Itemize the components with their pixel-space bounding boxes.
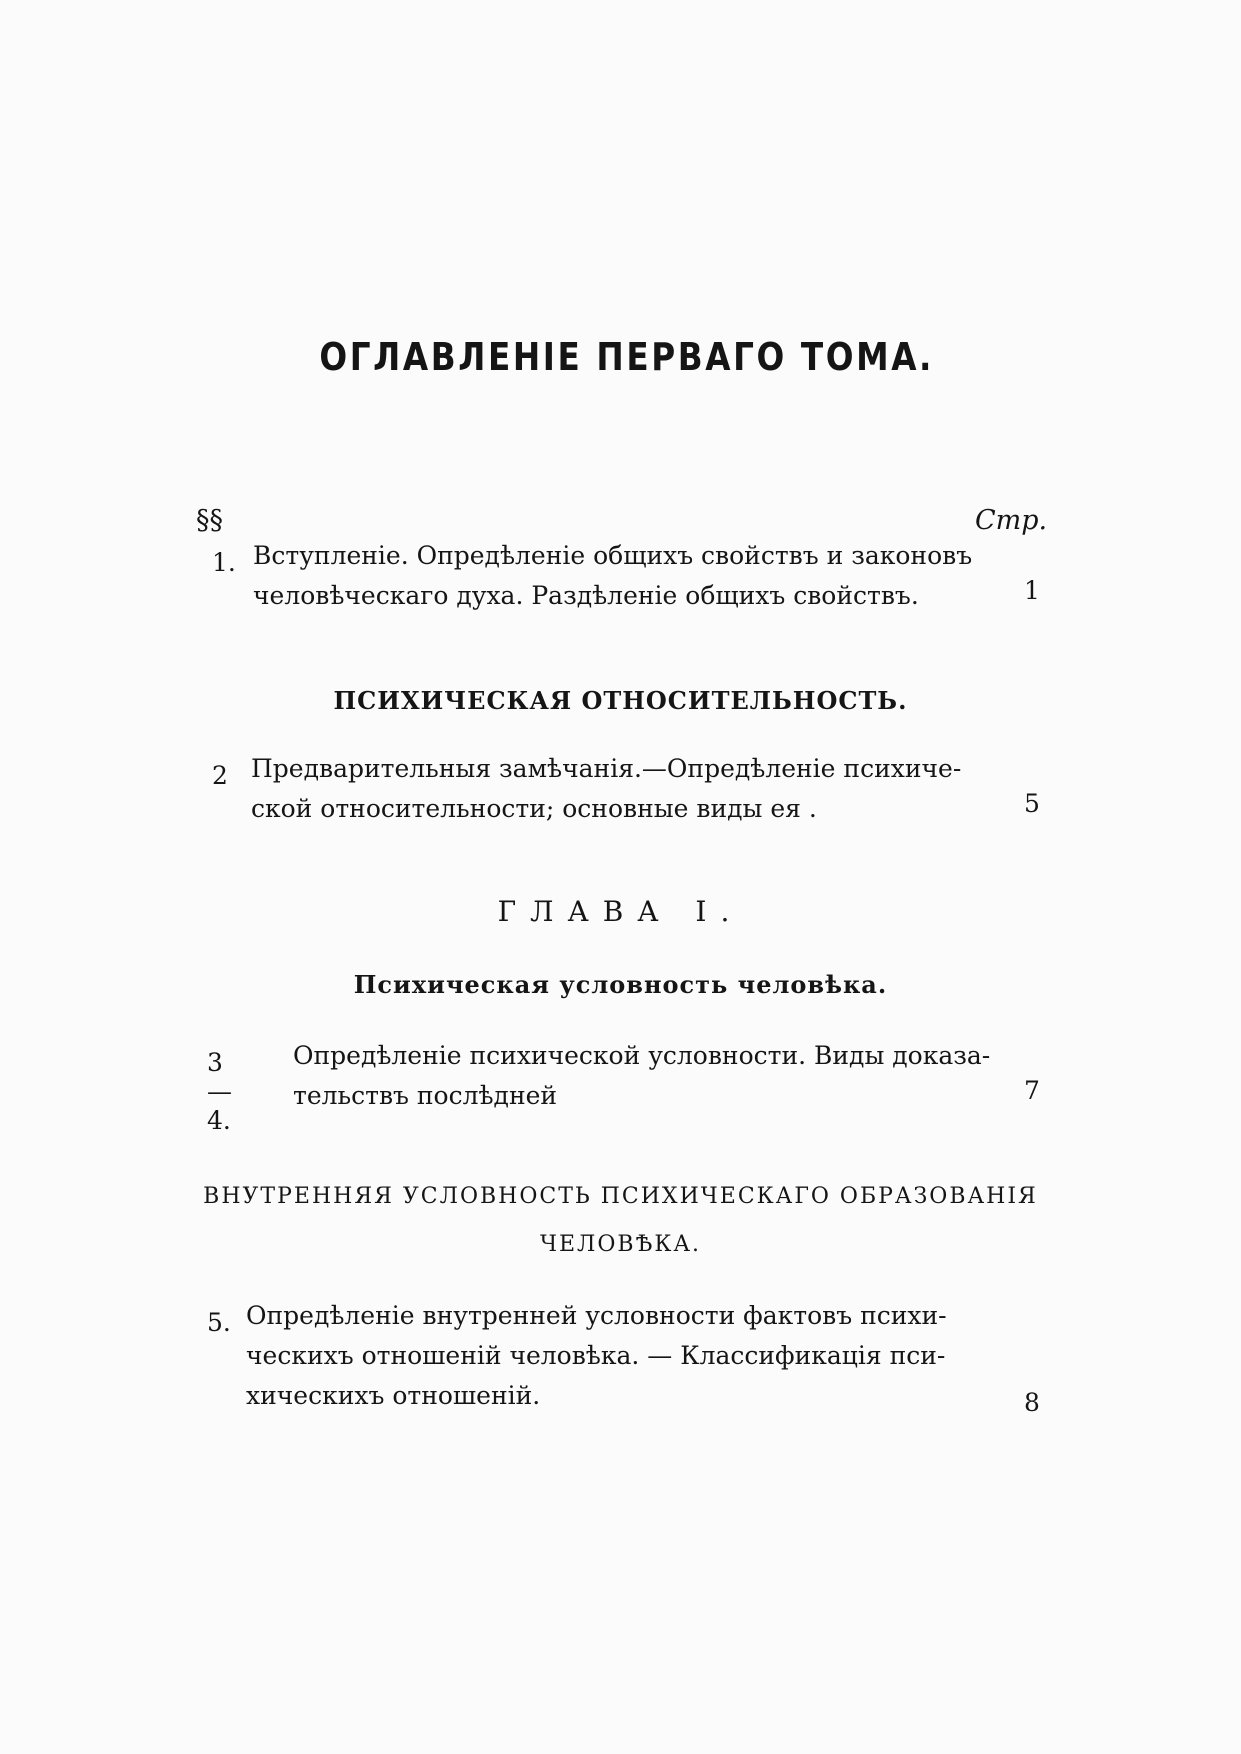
entry-number: 3—4. — [207, 1048, 232, 1135]
section-symbol-header: §§ — [196, 505, 223, 536]
entry-number: 5. — [207, 1308, 231, 1337]
entry-text — [253, 536, 972, 616]
entry-page-number: 1 — [1024, 576, 1040, 605]
entry-line: ческихъ отношеній человѣка. — Классификація пси- — [246, 1341, 946, 1370]
entry-text — [251, 749, 961, 829]
section-heading: ЧЕЛОВѢКА. — [539, 1232, 702, 1257]
entry-line: человѣческаго духа. Раздѣленіе общихъ свойствъ. — [253, 581, 919, 610]
entry-number: 1. — [212, 548, 236, 577]
part-heading: ПСИХИЧЕСКАЯ ОТНОСИТЕЛЬНОСТЬ. — [333, 686, 908, 715]
entry-line: Опредѣленіе внутренней условности фактовъ психи- — [246, 1301, 947, 1330]
chapter-title: Психическая условность человѣка. — [353, 970, 888, 999]
entry-number: 2 — [212, 761, 228, 790]
entry-page-number: 8 — [1024, 1388, 1040, 1417]
entry-line: Вступленіе. Опредѣленіе общихъ свойствъ и законовъ — [253, 541, 973, 570]
entry-line: Опредѣленіе психической условности. Виды доказа- — [293, 1041, 991, 1070]
section-heading: ВНУТРЕННЯЯ УСЛОВНОСТЬ ПСИХИЧЕСКАГО ОБРАЗОВАНІЯ — [203, 1184, 1038, 1209]
entry-text — [293, 1036, 990, 1116]
entry-page-number: 5 — [1024, 789, 1040, 818]
entry-page-number: 7 — [1024, 1076, 1040, 1105]
entry-line: ской относительности; основные виды ея . — [251, 794, 817, 823]
entry-line: тельствъ послѣдней — [293, 1081, 558, 1110]
entry-text — [246, 1296, 947, 1416]
entry-line: хическихъ отношеній. — [246, 1381, 541, 1410]
page-title: ОГЛАВЛЕНІЕ ПЕРВАГО ТОМА. — [319, 335, 935, 379]
page-column-header: Стр. — [975, 505, 1048, 536]
entry-line: Предварительныя замѣчанія.—Опредѣленіе психиче- — [251, 754, 962, 783]
chapter-heading: ГЛАВА I. — [497, 895, 744, 928]
